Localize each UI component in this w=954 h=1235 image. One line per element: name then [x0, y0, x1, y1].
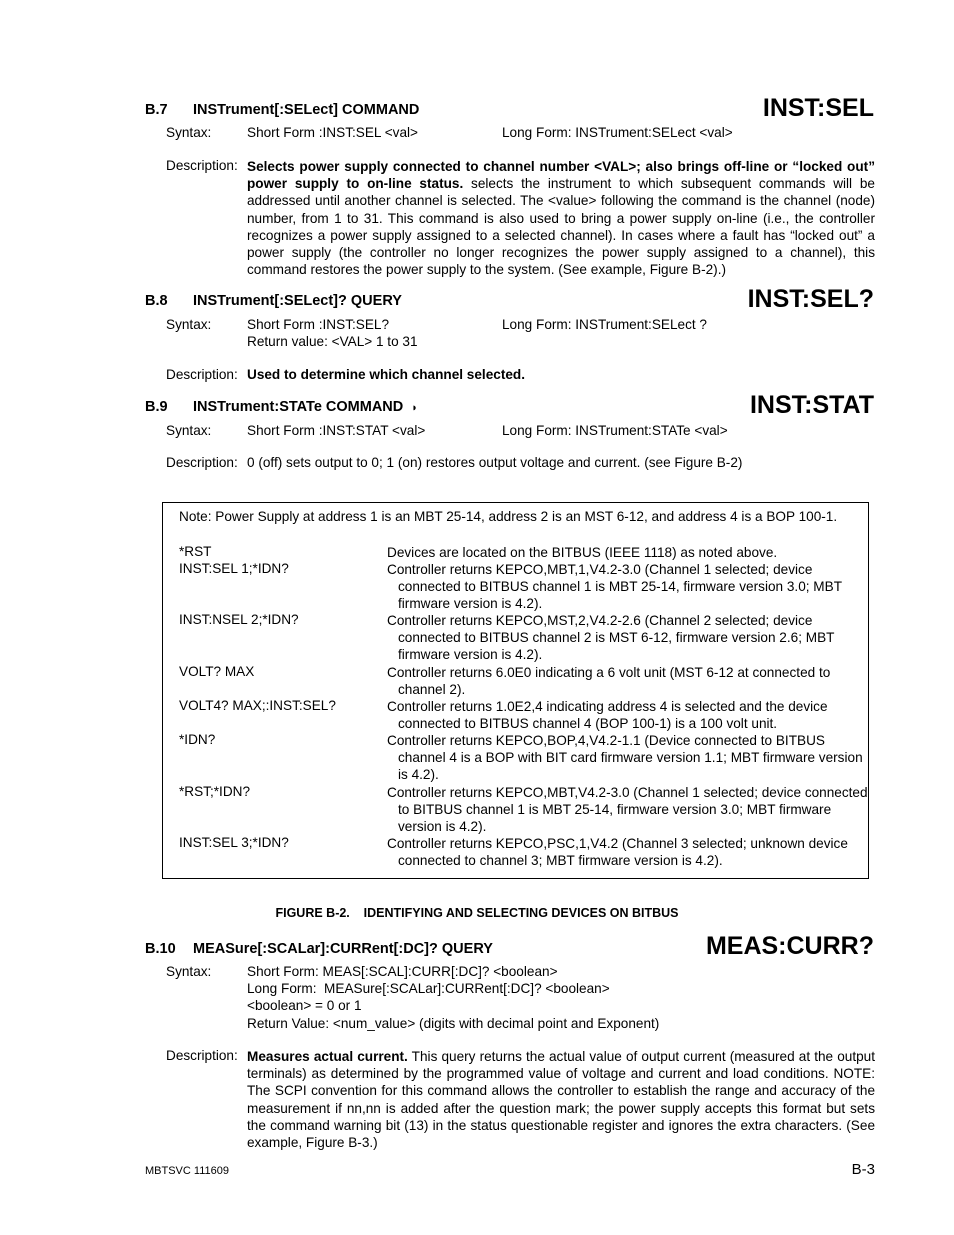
- section-number: B.9: [145, 399, 168, 415]
- syntax-line: <boolean> = 0 or 1: [247, 998, 362, 1013]
- example-response: Controller returns 6.0E0 indicating a 6 volt unit (MST 6-12 at connected to channel 2).: [387, 665, 831, 698]
- description-bold: Measures actual current.: [247, 1049, 408, 1064]
- example-response: Devices are located on the BITBUS (IEEE 1118) as noted above.: [387, 545, 778, 560]
- example-command: INST:NSEL 2;*IDN?: [179, 612, 299, 627]
- description-bold: Selects power supply connected to channel number <VAL>; also brings off-line or “locked out” power supply to on-line status.: [247, 159, 875, 192]
- example-command: *RST;*IDN?: [179, 784, 251, 799]
- description-text: This query returns the actual value of output current (measured at the output terminals) as determined by the programmed value of voltage and current and load conditions. NOTE: The SCPI convention for this command allows the controller to establish the range and accuracy of the measurement if nn,nn is added after the question mark; the power supply accepts this format but sets the command warning bit (13) in the status questionable register and ignores the extra characters. (See example, Figure B-3.): [247, 1049, 875, 1151]
- mnemonic-inst-sel-query: INST:SEL?: [747, 285, 874, 313]
- syntax-label: Syntax:: [166, 423, 212, 438]
- example-command: *IDN?: [179, 732, 216, 747]
- example-response: Controller returns KEPCO,MST,2,V4.2-2.6 (Channel 2 selected; device connected to BITBUS channel 2 is MST 6-12, firmware version 2.6; MBT firmware version is 4.2).: [387, 613, 835, 663]
- example-command: INST:SEL 3;*IDN?: [179, 835, 289, 850]
- section-number: B.10: [145, 941, 176, 957]
- description-label: Description:: [166, 1048, 238, 1063]
- description-label: Description:: [166, 158, 238, 173]
- page-number: B-3: [851, 1161, 875, 1178]
- mnemonic-inst-sel: INST:SEL: [762, 94, 874, 122]
- example-response: Controller returns 1.0E2,4 indicating address 4 is selected and the device connected to BITBUS channel 4 (BOP 100-1) is a 100 volt unit.: [387, 699, 828, 732]
- syntax-line: Long Form: MEASure[:SCALar]:CURRent[:DC]? <boolean>: [247, 981, 610, 996]
- long-form: Long Form: INSTrument:SELect <val>: [502, 125, 733, 140]
- section-number: B.8: [145, 293, 168, 309]
- change-marker-icon: ◗: [411, 402, 418, 414]
- section-title: INSTrument:STATe COMMAND: [193, 399, 404, 415]
- example-response: Controller returns KEPCO,MBT,V4.2-3.0 (Channel 1 selected; device connected to BITBUS channel 1 is MBT 25-14, firmware version 3.0; MBT firmware version is 4.2).: [387, 785, 868, 835]
- figure-note: Note: Power Supply at address 1 is an MBT 25-14, address 2 is an MST 6-12, and address 4 is a BOP 100-1.: [179, 509, 838, 524]
- section-title: INSTrument[:SELect] COMMAND: [193, 102, 420, 118]
- syntax-label: Syntax:: [166, 317, 212, 332]
- document-id: MBTSVC 111609: [145, 1165, 229, 1177]
- short-form: Short Form :INST:SEL?: [247, 317, 390, 332]
- mnemonic-meas-curr: MEAS:CURR?: [705, 932, 874, 960]
- short-form: Short Form :INST:STAT <val>: [247, 423, 426, 438]
- figure-caption: FIGURE B-2. IDENTIFYING AND SELECTING DEVICES ON BITBUS: [275, 906, 679, 920]
- syntax-line: Short Form: MEAS[:SCAL]:CURR[:DC]? <boolean>: [247, 964, 558, 979]
- syntax-label: Syntax:: [166, 964, 212, 979]
- short-form: Short Form :INST:SEL <val>: [247, 125, 418, 140]
- return-value: Return value: <VAL> 1 to 31: [247, 334, 418, 349]
- section-heading-b9: [145, 399, 418, 415]
- description-text: selects the instrument to which subsequent commands will be addressed until another channel is selected. The <value> following the command is the channel (node) number, from 1 to 31. This command is also used to bring a power supply on-line (i.e., the controller recognizes a power supply assigned to a selected channel). In cases where a fault has “locked out” a power supply (the controller no longer recognizes the power supply assigned to a channel), this command restores the power supply to the system. (See example, Figure B-2).): [247, 176, 875, 278]
- section-title: MEASure[:SCALar]:CURRent[:DC]? QUERY: [193, 941, 493, 957]
- long-form: Long Form: INSTrument:SELect ?: [502, 317, 707, 332]
- section-heading-b10: [145, 941, 493, 957]
- example-response: Controller returns KEPCO,MBT,1,V4.2-3.0 (Channel 1 selected; device connected to BITBUS channel 1 is MBT 25-14, firmware version 3.0; MBT firmware version is 4.2).: [387, 562, 842, 612]
- section-title: INSTrument[:SELect]? QUERY: [193, 293, 402, 309]
- syntax-line: Return Value: <num_value> (digits with decimal point and Exponent): [247, 1016, 660, 1031]
- example-command: VOLT4? MAX;:INST:SEL?: [179, 698, 336, 713]
- description-label: Description:: [166, 455, 238, 470]
- description-b7: [247, 158, 875, 278]
- section-number: B.7: [145, 102, 168, 118]
- description-b10: [247, 1048, 875, 1151]
- mnemonic-inst-stat: INST:STAT: [749, 391, 874, 419]
- example-response: Controller returns KEPCO,BOP,4,V4.2-1.1 (Device connected to BITBUS channel 4 is a BOP with BIT card firmware version 1.1; MBT firmware version is 4.2).: [387, 733, 863, 783]
- description-b8: Used to determine which channel selected.: [247, 367, 525, 382]
- example-command: *RST: [179, 544, 212, 559]
- example-response: Controller returns KEPCO,PSC,1,V4.2 (Channel 3 selected; unknown device connected to channel 3; MBT firmware version is 4.2).: [387, 836, 848, 869]
- description-label: Description:: [166, 367, 238, 382]
- description-b9: 0 (off) sets output to 0; 1 (on) restores output voltage and current. (see Figure B-2): [247, 455, 743, 470]
- section-heading-b8: [145, 293, 402, 309]
- long-form: Long Form: INSTrument:STATe <val>: [502, 423, 728, 438]
- syntax-label: Syntax:: [166, 125, 212, 140]
- example-command: INST:SEL 1;*IDN?: [179, 561, 289, 576]
- example-command: VOLT? MAX: [179, 664, 255, 679]
- section-heading-b7: [145, 102, 419, 118]
